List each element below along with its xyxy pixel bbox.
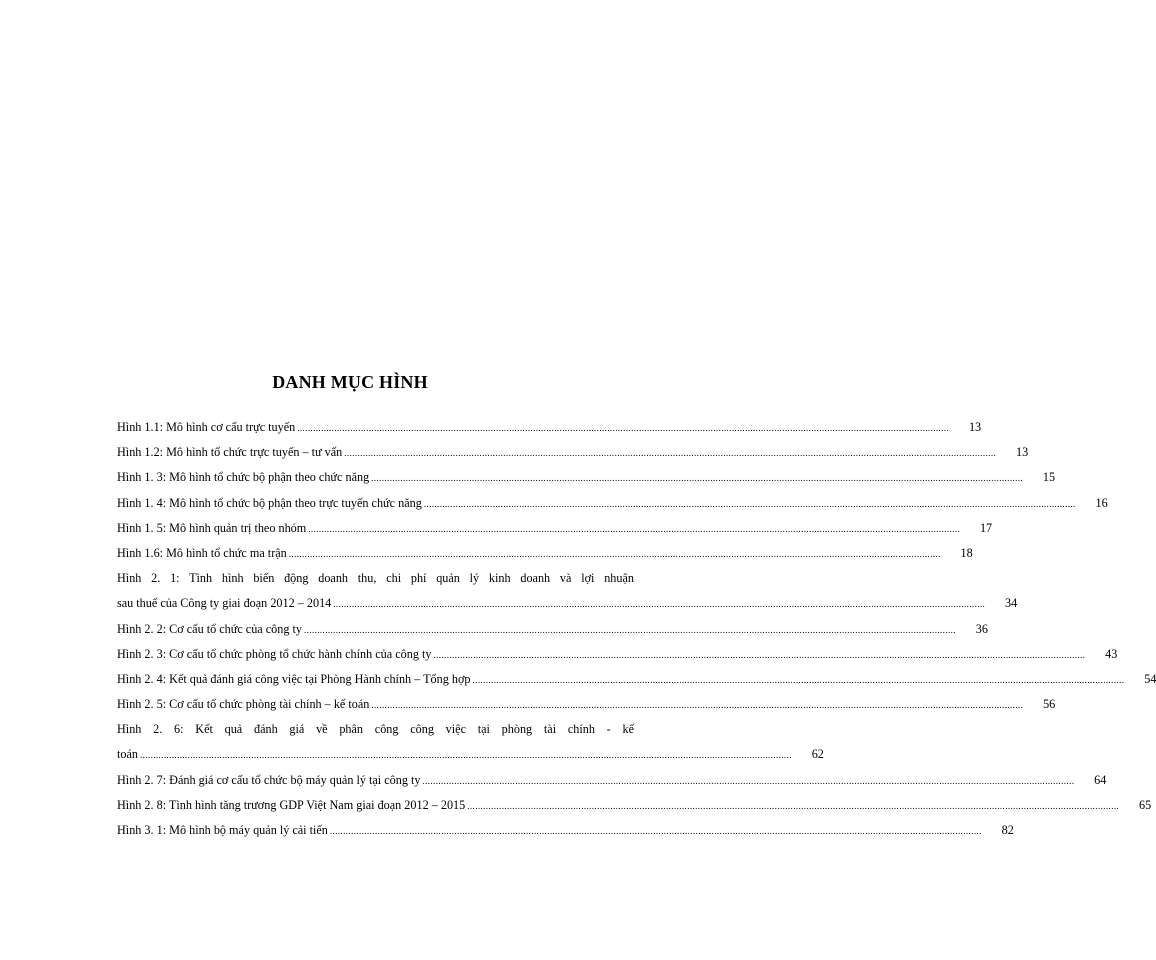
entry-page: 36: [975, 621, 988, 636]
entry-page: 56: [1043, 697, 1056, 712]
dot-leader: ......................................................................................................................................................................................................................................................: [329, 826, 982, 836]
dot-leader: ......................................................................................................................................................................................................................................................: [472, 674, 1125, 685]
entry-label: Hình 2. 3: Cơ cấu tổ chức phòng tổ chức hành chính của công ty: [117, 646, 432, 661]
entry-label-line1: Hình 2. 6: Kết quả đánh giá về phân công công việc tại phòng tài chính - kế: [117, 722, 634, 737]
entry-label: Hình 2. 8: Tình hình tăng trương GDP Việt Nam giai đoạn 2012 – 2015: [117, 797, 466, 812]
entry-label: Hình 3. 1: Mô hình bộ máy quản lý cải tiến: [117, 823, 328, 837]
list-item: [117, 747, 824, 772]
list-item: [117, 545, 973, 571]
dot-leader: ......................................................................................................................................................................................................................................................: [344, 448, 997, 459]
list-item-line1: [117, 722, 634, 747]
entry-page: 54: [1144, 671, 1156, 686]
dot-leader: ......................................................................................................................................................................................................................................................: [288, 548, 941, 559]
dot-leader: ......................................................................................................................................................................................................................................................: [423, 498, 1076, 509]
entry-label: sau thuế của Công ty giai đoạn 2012 – 2014: [117, 596, 332, 611]
list-item: [117, 621, 988, 647]
list-item: [117, 445, 1029, 470]
entry-label: Hình 2. 5: Cơ cấu tổ chức phòng tài chính – kế toán: [117, 697, 370, 712]
dot-leader: ......................................................................................................................................................................................................................................................: [139, 750, 792, 761]
figure-list: [117, 420, 1156, 848]
entry-label: Hình 1.6: Mô hình tổ chức ma trận: [117, 545, 287, 560]
entry-page: 65: [1138, 797, 1152, 812]
list-item: [117, 646, 1118, 672]
page-title: DANH MỤC HÌNH: [272, 372, 428, 392]
entry-page: 43: [1105, 646, 1118, 661]
list-item: [117, 797, 1152, 823]
entry-page: 13: [1016, 445, 1029, 460]
list-item: [117, 495, 1108, 521]
entry-page: 64: [1094, 772, 1107, 787]
list-item: [117, 520, 993, 546]
entry-page: 82: [1001, 823, 1014, 837]
entry-page: 13: [968, 420, 982, 434]
entry-page: 18: [960, 545, 973, 560]
dot-leader: ......................................................................................................................................................................................................................................................: [467, 800, 1120, 811]
list-item: [117, 697, 1056, 722]
entry-label: Hình 2. 2: Cơ cấu tổ chức của công ty: [117, 621, 302, 636]
entry-page: 62: [811, 747, 824, 762]
dot-leader: ......................................................................................................................................................................................................................................................: [371, 473, 1024, 484]
dot-leader: ......................................................................................................................................................................................................................................................: [304, 624, 956, 635]
entry-label-line1: Hình 2. 1: Tình hình biến động doanh thu, chi phí quản lý kinh doanh và lợi nhuận: [117, 571, 634, 586]
list-item: [117, 772, 1107, 798]
list-item: [117, 823, 1014, 848]
dot-leader: ......................................................................................................................................................................................................................................................: [371, 700, 1024, 711]
list-item-line1: [117, 571, 634, 596]
dot-leader: ......................................................................................................................................................................................................................................................: [422, 775, 1075, 786]
entry-page: 34: [1004, 596, 1018, 611]
list-item: [117, 671, 1156, 697]
dot-leader: ......................................................................................................................................................................................................................................................: [433, 649, 1086, 660]
entry-label: toán: [117, 747, 138, 762]
entry-label: Hình 1.2: Mô hình tổ chức trực tuyến – tư vấn: [117, 445, 343, 460]
dot-leader: ......................................................................................................................................................................................................................................................: [297, 423, 950, 433]
entry-label: Hình 2. 4: Kết quả đánh giá công việc tại Phòng Hành chính – Tổng hợp: [117, 671, 471, 686]
entry-label: Hình 1. 3: Mô hình tổ chức bộ phận theo chức năng: [117, 470, 370, 485]
entry-label: Hình 1.1: Mô hình cơ cấu trực tuyến: [117, 420, 296, 434]
entry-page: 16: [1095, 495, 1108, 510]
list-item: [117, 470, 1056, 495]
entry-page: 17: [979, 520, 993, 535]
entry-label: Hình 2. 7: Đánh giá cơ cấu tổ chức bộ máy quản lý tại công ty: [117, 772, 421, 787]
entry-page: 15: [1042, 470, 1056, 485]
dot-leader: ......................................................................................................................................................................................................................................................: [308, 523, 961, 534]
list-item: [117, 596, 1018, 621]
list-item: [117, 420, 982, 445]
entry-label: Hình 1. 4: Mô hình tổ chức bộ phận theo trực tuyến chức năng: [117, 495, 422, 510]
entry-label: Hình 1. 5: Mô hình quản trị theo nhóm: [117, 520, 307, 535]
dot-leader: ......................................................................................................................................................................................................................................................: [333, 599, 986, 610]
